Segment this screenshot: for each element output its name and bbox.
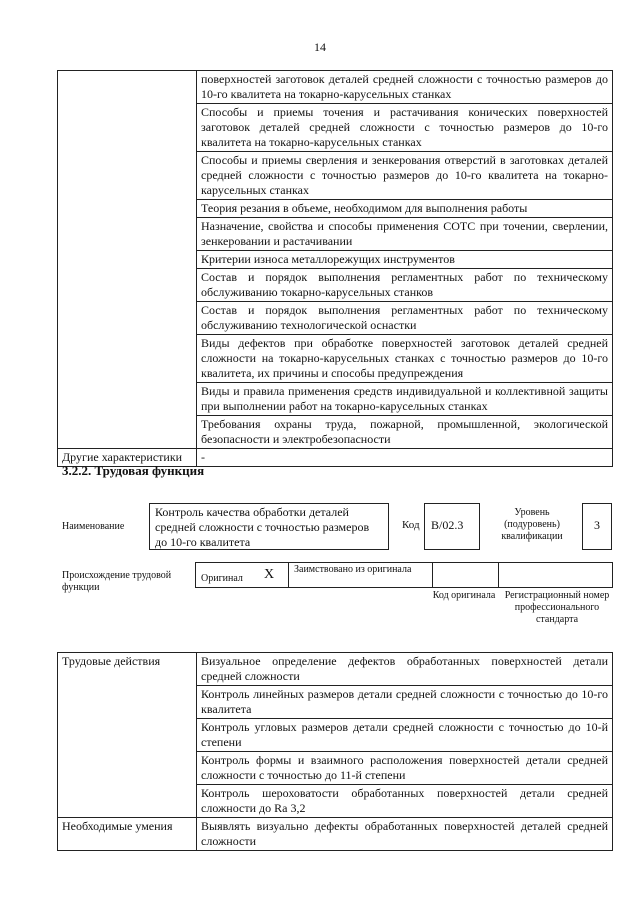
labor-actions-label: Трудовые действия xyxy=(58,653,197,818)
knowledge-label-cell xyxy=(58,71,197,449)
page-number: 14 xyxy=(314,40,326,54)
divider xyxy=(498,563,499,587)
original-mark: X xyxy=(264,567,275,582)
original-label: Оригинал xyxy=(201,573,243,584)
level-label: Уровень (подуровень) квалификации xyxy=(501,507,563,542)
level-value: 3 xyxy=(594,518,600,532)
skills-label: Необходимые умения xyxy=(58,818,197,851)
knowledge-item: Требования охраны труда, пожарной, промышленной, экологической безопасности и электробезопасности xyxy=(197,416,613,449)
knowledge-item: Способы и приемы точения и растачивания конических поверхностей заготовок деталей средней сложности с точностью размеров до 10-го квалитета на токарно-карусельных станках xyxy=(197,104,613,152)
code-original-caption: Код оригинала xyxy=(432,590,496,601)
knowledge-table xyxy=(57,70,613,467)
name-label: Наименование xyxy=(62,521,125,532)
labor-action-item: Контроль угловых размеров детали средней сложности с точностью до 10-й степени xyxy=(197,719,613,752)
knowledge-item: Способы и приемы сверления и зенкерования отверстий в заготовках деталей средней сложности с точностью размеров до 10-го квалитета на токарно-карусельных станках xyxy=(197,152,613,200)
level-value-box xyxy=(582,503,612,550)
table-row xyxy=(58,818,613,851)
section-title: 3.2.2. Трудовая функция xyxy=(62,463,205,478)
other-characteristics-value: - xyxy=(197,449,613,467)
actions-table xyxy=(57,652,613,851)
knowledge-item: Виды и правила применения средств индивидуальной и коллективной защиты при выполнении работ на токарно-карусельных станках xyxy=(197,383,613,416)
function-name: Контроль качества обработки деталей средней сложности с точностью размеров до 10-го квалитета xyxy=(155,505,370,549)
divider xyxy=(432,563,433,587)
divider xyxy=(288,563,289,587)
code-label: Код xyxy=(402,519,420,531)
labor-action-item: Контроль линейных размеров детали средней сложности с точностью до 10-го квалитета xyxy=(197,686,613,719)
other-characteristics-label: Другие характеристики xyxy=(58,449,197,467)
knowledge-item: поверхностей заготовок деталей средней сложности с точностью размеров до 10-го квалитета на токарно-карусельных станках xyxy=(197,71,613,104)
knowledge-item: Состав и порядок выполнения регламентных работ по техническому обслуживанию технологической оснастки xyxy=(197,302,613,335)
reg-number-caption: Регистрационный номер профессионального стандарта xyxy=(504,590,610,625)
knowledge-item: Назначение, свойства и способы применения СОТС при точении, сверлении, зенкеровании и растачивании xyxy=(197,218,613,251)
labor-action-item: Визуальное определение дефектов обработанных поверхностей детали средней сложности xyxy=(197,653,613,686)
origin-row xyxy=(195,562,613,588)
knowledge-item: Теория резания в объеме, необходимом для выполнения работы xyxy=(197,200,613,218)
table-row xyxy=(58,71,613,104)
labor-action-item: Контроль формы и взаимного расположения поверхностей детали средней сложности с точностью до 11-й степени xyxy=(197,752,613,785)
origin-label: Происхождение трудовой функции xyxy=(62,570,172,593)
function-code: B/02.3 xyxy=(431,518,464,532)
knowledge-item: Виды дефектов при обработке поверхностей заготовок деталей средней сложности на токарно-карусельных станках с точностью размеров до 10-го квалитета, их причины и способы предупреждения xyxy=(197,335,613,383)
knowledge-item: Критерии износа металлорежущих инструментов xyxy=(197,251,613,269)
skill-item: Выявлять визуально дефекты обработанных поверхностей деталей средней сложности xyxy=(197,818,613,851)
knowledge-item: Состав и порядок выполнения регламентных работ по техническому обслуживанию токарно-карусельных станков xyxy=(197,269,613,302)
borrowed-label: Заимствовано из оригинала xyxy=(294,564,412,575)
labor-action-item: Контроль шероховатости обработанных поверхностей детали средней сложности до Ra 3,2 xyxy=(197,785,613,818)
table-row xyxy=(58,653,613,686)
function-name-box xyxy=(149,503,389,550)
function-code-box xyxy=(424,503,480,550)
